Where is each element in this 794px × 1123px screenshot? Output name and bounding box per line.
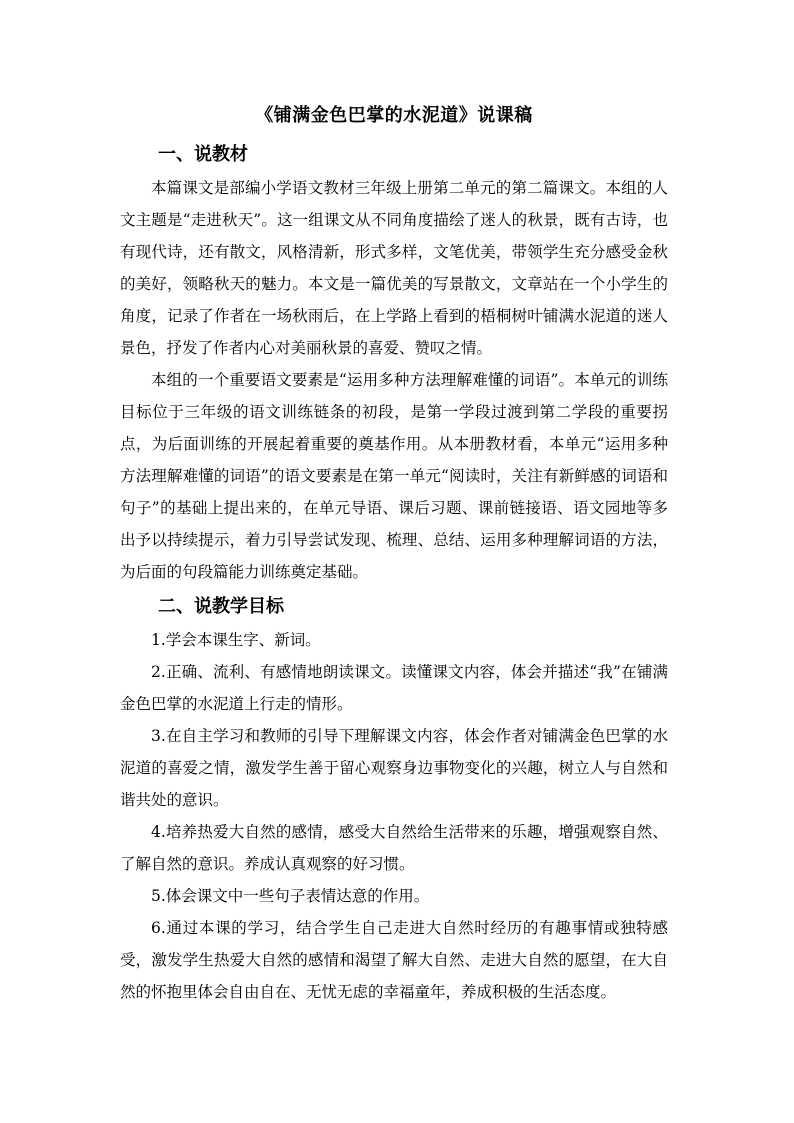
section-heading-textbook: 一、说教材 xyxy=(158,144,248,165)
textbook-paragraph-1: 本篇课文是部编小学语文教材三年级上册第二单元的第二篇课文。本组的人文主题是“走进秋天”。这一组课文从不同角度描绘了迷人的秋景，既有古诗，也有现代诗，还有散文，风格清新，形式多样，文笔优美，带领学生充分感受金秋的美好，领略秋天的魅力。本文是一篇优美的写景散文，文章站在一个小学生的角度，记录了作者在一场秋雨后，在上学路上看到的梧桐树叶铺满水泥道的迷人景色，抒发了作者内心对美丽秋景的喜爱、赞叹之情。 xyxy=(120,179,668,357)
goal-item-6: 6.通过本课的学习，结合学生自己走进大自然时经历的有趣事情或独特感受，激发学生热爱大自然的感情和渴望了解大自然、走进大自然的愿望，在大自然的怀抱里体会自由自在、无忧无虑的幸福童年，养成积极的生活态度。 xyxy=(120,919,668,1001)
textbook-paragraph-2: 本组的一个重要语文要素是“运用多种方法理解难懂的词语”。本单元的训练目标位于三年级的语文训练链条的初段，是第一学段过渡到第二学段的重要拐点，为后面训练的开展起着重要的奠基作用。从本册教材看，本单元“运用多种方法理解难懂的词语”的语文要素是在第一单元“阅读时，关注有新鲜感的词语和句子”的基础上提出来的，在单元导语、课后习题、课前链接语、语文园地等多出予以持续提示，着力引导尝试发现、梳理、总结、运用多种理解词语的方法，为后面的句段篇能力训练奠定基础。 xyxy=(120,371,668,581)
goal-item-4: 4.培养热爱大自然的感情，感受大自然给生活带来的乐趣，增强观察自然、了解自然的意识。养成认真观察的好习惯。 xyxy=(120,823,668,873)
goal-item-1: 1.学会本课生字、新词。 xyxy=(151,631,321,649)
document-page xyxy=(120,98,668,1008)
goal-item-2: 2.正确、流利、有感情地朗读课文。读懂课文内容，体会并描述“我”在铺满金色巴掌的水泥道上行走的情形。 xyxy=(120,663,668,713)
section-heading-teaching-goals: 二、说教学目标 xyxy=(158,596,284,617)
goal-item-3: 3.在自主学习和教师的引导下理解课文内容，体会作者对铺满金色巴掌的水泥道的喜爱之情，激发学生善于留心观察身边事物变化的兴趣，树立人与自然和谐共处的意识。 xyxy=(120,727,668,809)
goal-item-5: 5.体会课文中一些句子表情达意的作用。 xyxy=(151,887,430,905)
document-title: 《铺满金色巴掌的水泥道》说课稿 xyxy=(255,105,533,126)
